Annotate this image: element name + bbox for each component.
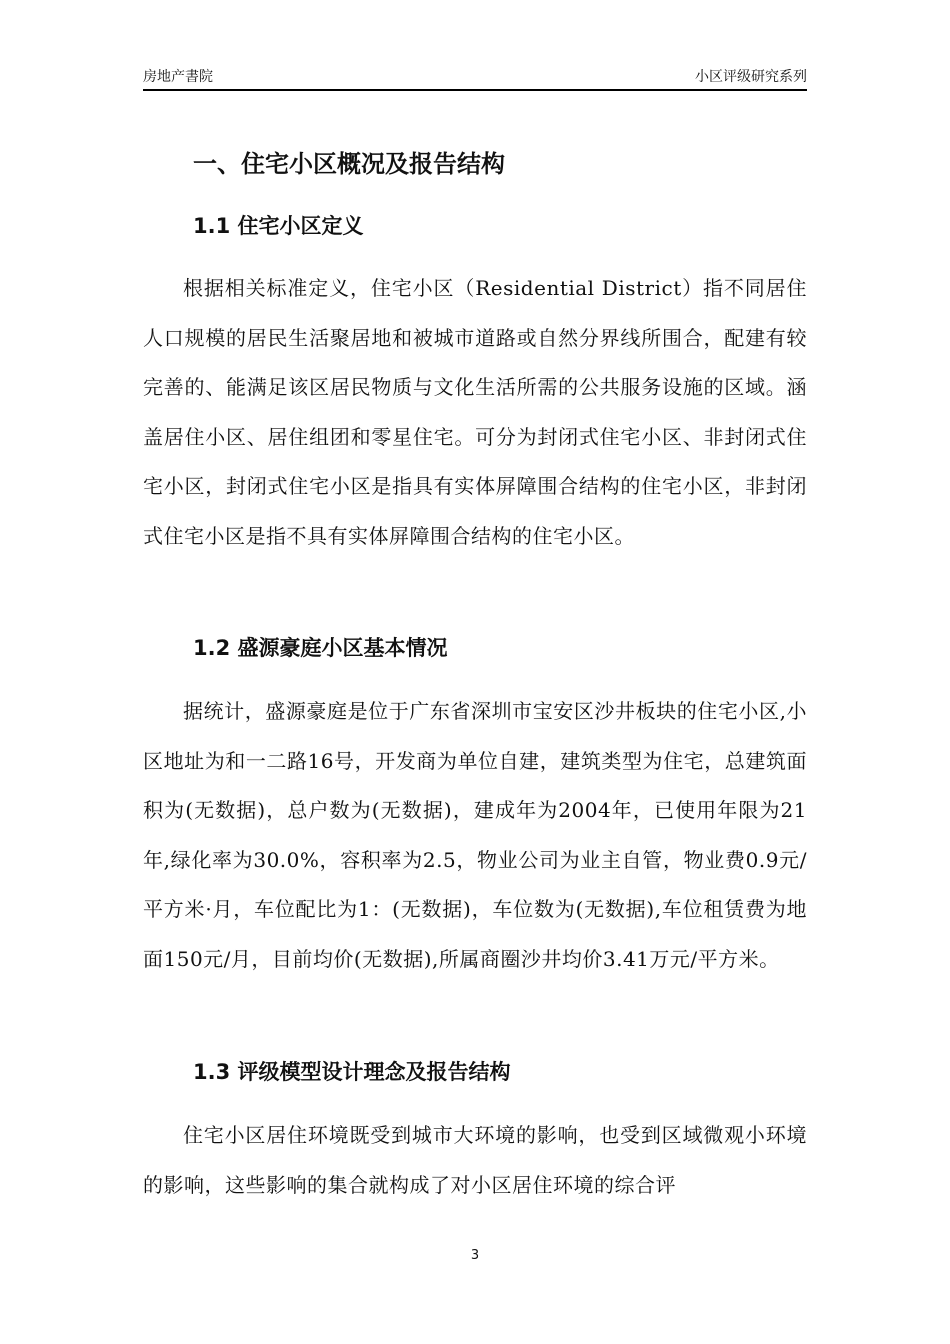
subsection-title-1-2: 1.2 盛源豪庭小区基本情况 — [193, 636, 448, 660]
header-publisher: 房地产書院 — [143, 69, 213, 85]
paragraph-basic-info: 据统计，盛源豪庭是位于广东省深圳市宝安区沙井板块的住宅小区,小区地址为和一二路16号，开发商为单位自建，建筑类型为住宅，总建筑面积为(无数据)，总户数为(无数据)，建成年为2004年，已使用年限为21年,绿化率为30.0%，容积率为2.5，物业公司为业主自管，物业费0.9元/平方米·月，车位配比为1：(无数据)，车位数为(无数据),车位租赁费为地面150元/月，目前均价(无数据),所属商圈沙井均价3.41万元/平方米。 — [143, 699, 807, 971]
header-divider — [143, 89, 807, 91]
page-header — [143, 66, 807, 88]
header-series-title: 小区评级研究系列 — [695, 69, 807, 85]
paragraph-definition: 根据相关标准定义，住宅小区（Residential District）指不同居住人口规模的居民生活聚居地和被城市道路或自然分界线所围合，配建有较完善的、能满足该区居民物质与文化生活所需的公共服务设施的区域。涵盖居住小区、居住组团和零星住宅。可分为封闭式住宅小区、非封闭式住宅小区，封闭式住宅小区是指具有实体屏障围合结构的住宅小区，非封闭式住宅小区是指不具有实体屏障围合结构的住宅小区。 — [143, 276, 807, 548]
section-title: 一、住宅小区概况及报告结构 — [193, 150, 505, 178]
paragraph-model-design: 住宅小区居住环境既受到城市大环境的影响，也受到区域微观小环境的影响，这些影响的集合就构成了对小区居住环境的综合评 — [143, 1123, 807, 1197]
subsection-title-1-1: 1.1 住宅小区定义 — [193, 214, 364, 238]
subsection-title-1-3: 1.3 评级模型设计理念及报告结构 — [193, 1060, 511, 1084]
page-number: 3 — [470, 1248, 480, 1263]
